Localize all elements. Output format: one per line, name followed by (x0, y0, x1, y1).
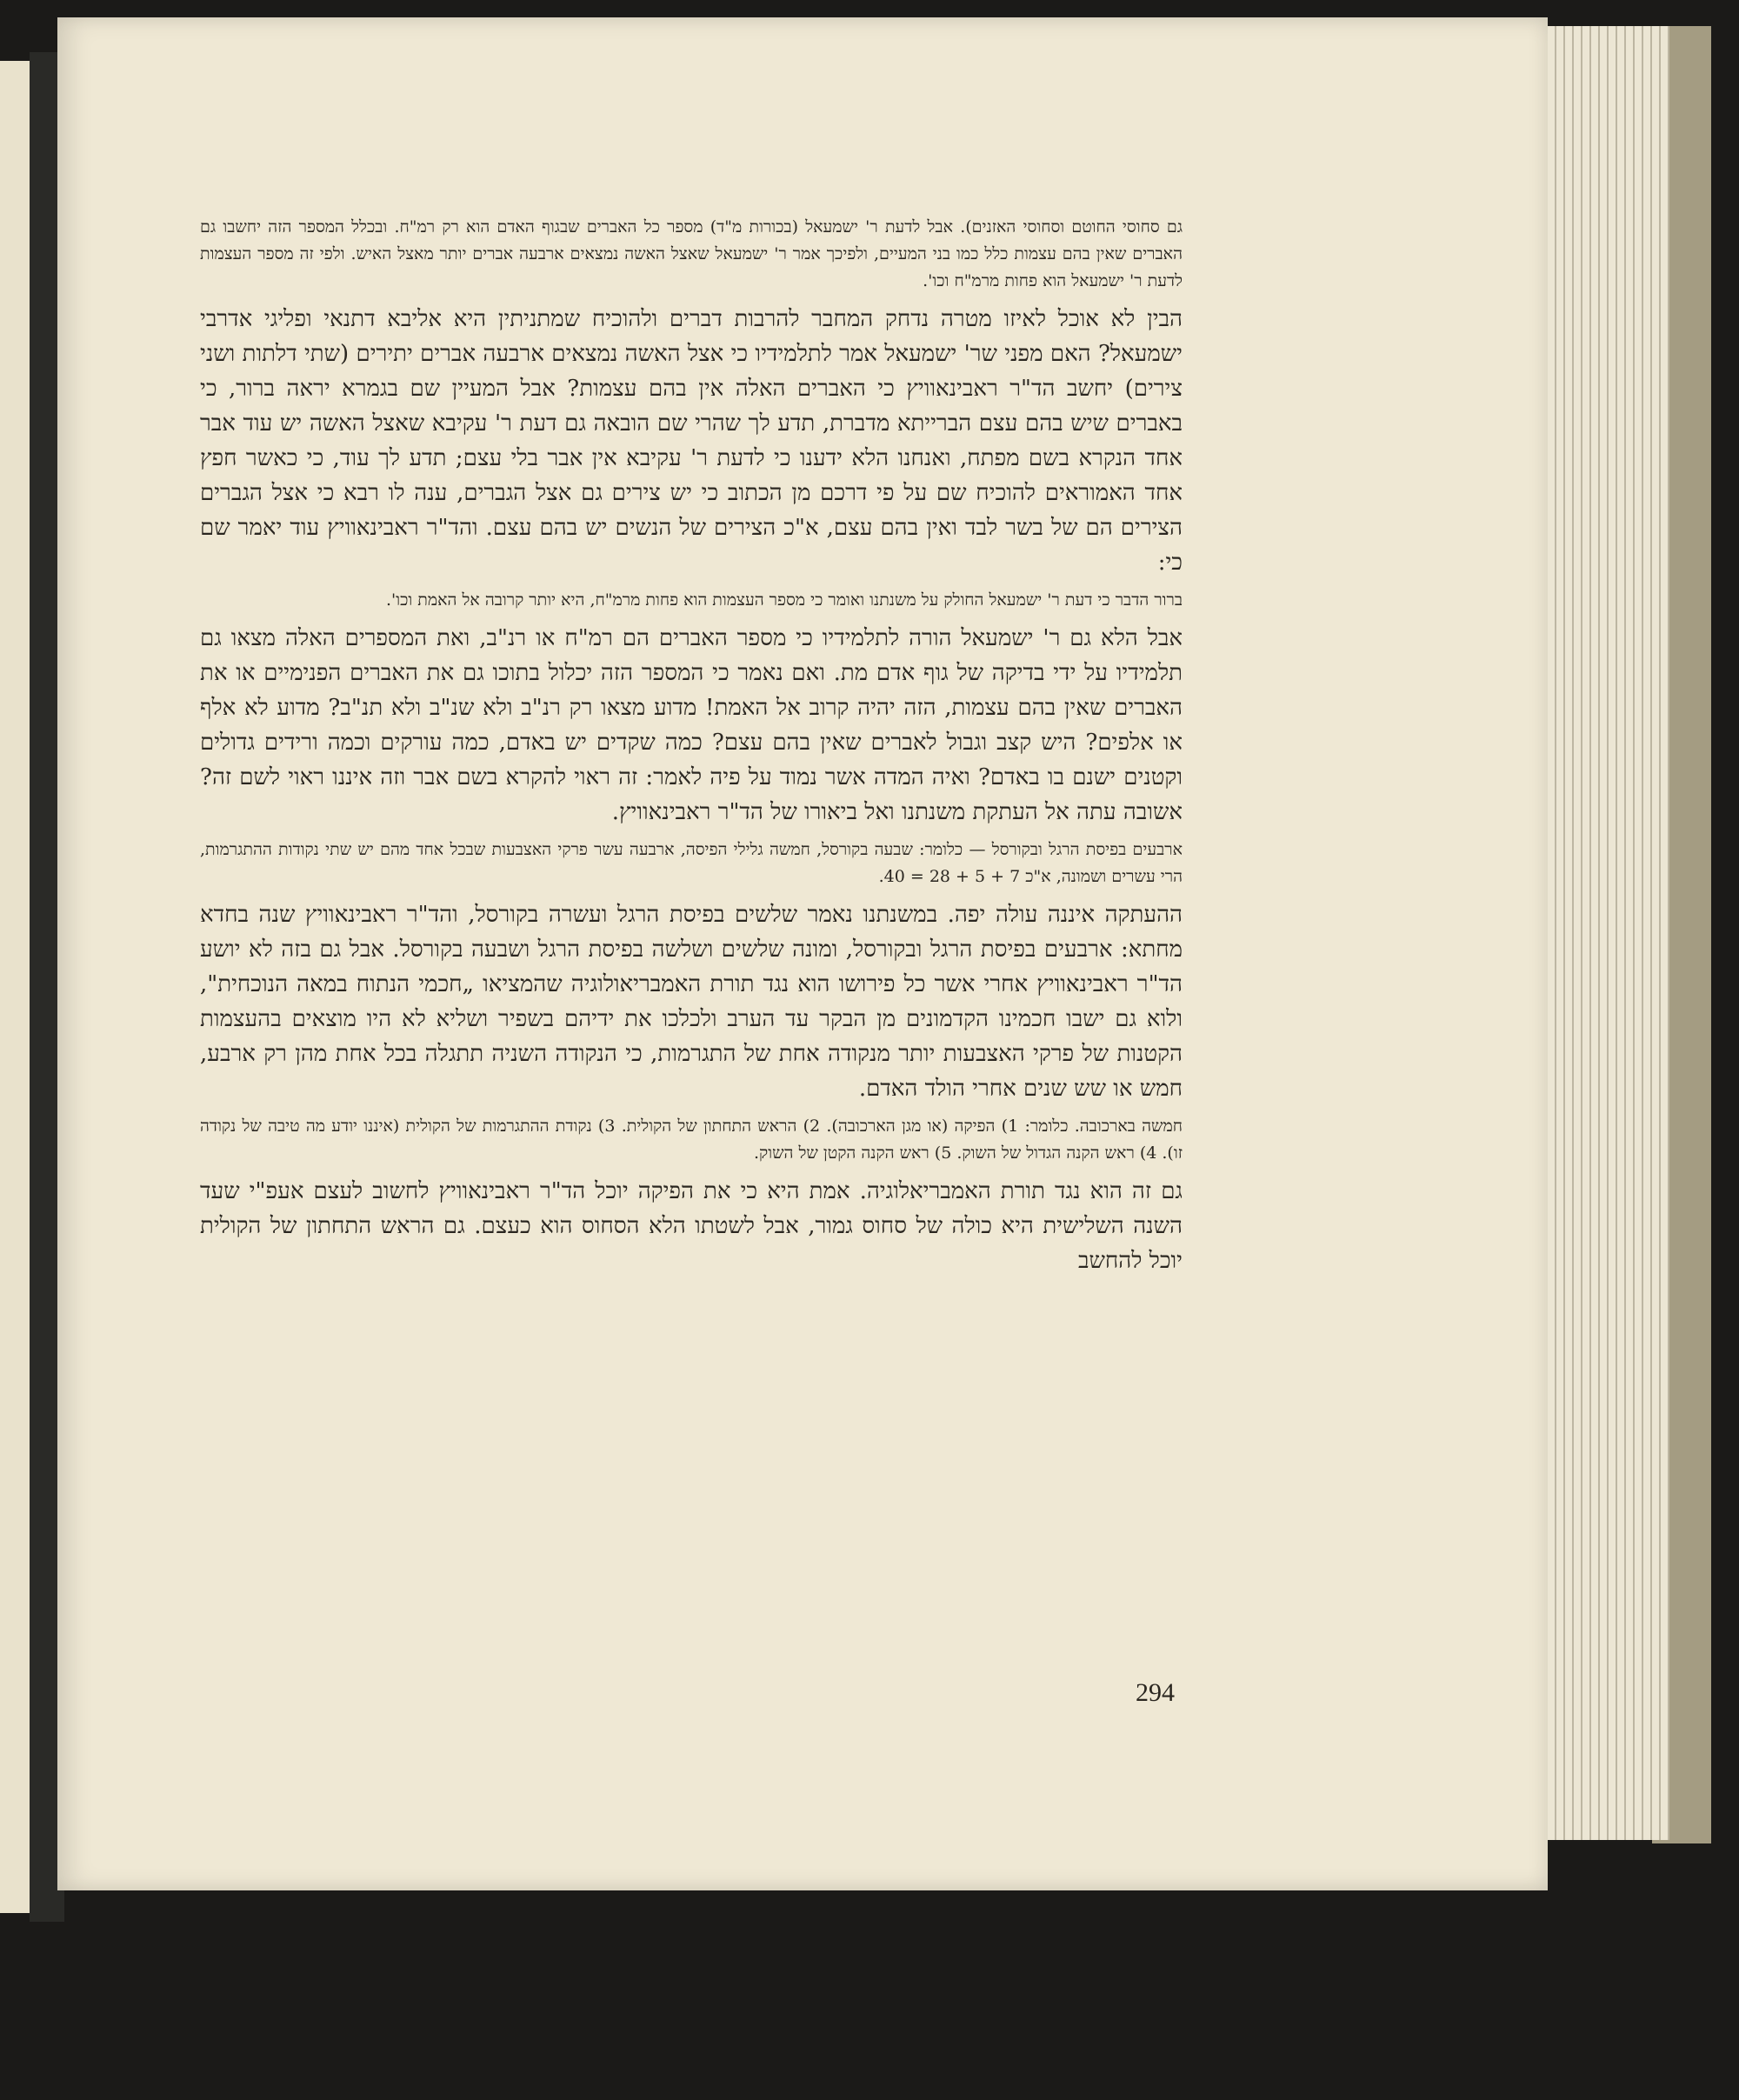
footnote-continuation: גם סחוסי החוטם וסחוסי האזנים). אבל לדעת ר' ישמעאל (בכורות מ"ד) מספר כל האברים שבגוף האדם הוא רק רמ"ח. ובכלל המספר הזה יחשבו גם האברים שאין בהם עצמות כלל כמו בני המעיים, ולפיכך אמר ר' ישמעאל שאצל האשה נמצאים ארבעה אברים יותר מאצל האיש. ולפי זה מספר העצמות לדעת ר' ישמעאל הוא פחות מרמ"ח וכו'. (200, 217, 1183, 290)
body-paragraph: גם זה הוא נגד תורת האמבריאלוגיה. אמת היא כי את הפיקה יוכל הד"ר ראבינאוויץ לחשוב לעצם אעפ"י שעד השנה השלישית היא כולה של סחוס גמור, אבל לשטתו הלא הסחוס הוא כעצם. גם הראש התחתון של הקולית יוכל להחשב (200, 1178, 1183, 1274)
body-paragraph: אבל הלא גם ר' ישמעאל הורה לתלמידיו כי מספר האברים הם רמ"ח או רנ"ב, ואת המספרים האלה מצאו גם תלמידיו על ידי בדיקה של גוף אדם מת. ואם נאמר כי המספר הזה יכלול בתוכו גם את האברים הפנימיים או את האברים שאין בהם עצמות, הזה יהיה קרוב אל האמת! מדוע מצאו רק רנ"ב ולא שנ"ב ולא תנ"ב? מדוע לא אלף או אלפים? היש קצב וגבול לאברים שאין בהם עצם? כמה שקדים יש באדם, כמה עורקים וכמה ורידים גדולים וקטנים ישנם בו באדם? ואיה המדה אשר נמוד על פיה לאמר: זה ראוי להקרא בשם אבר וזה איננו ראוי לשם זה? אשובה עתה אל העתקת משנתנו ואל ביאורו של הד"ר ראבינאוויץ. (200, 625, 1183, 825)
quoted-footnote: ארבעים בפיסת הרגל ובקורסל — כלומר: שבעה בקורסל, חמשה גלילי הפיסה, ארבעה עשר פרקי האצבעות שבכל אחד מהם יש שתי נקודות ההתגרמות, הרי עשרים ושמונה, א"כ 7 + 5 + 28 = 40. (200, 840, 1183, 886)
text-column (200, 214, 1183, 1283)
page-number: 294 (1136, 1678, 1175, 1707)
body-paragraph: הבין לא אוכל לאיזו מטרה נדחק המחבר להרבות דברים ולהוכיח שמתניתין היא אליבא דתנאי ופליגי אדרבי ישמעאל? האם מפני שר' ישמעאל אמר לתלמידיו כי אצל האשה נמצאים ארבעה אברים יתירים (שתי דלתות ושני צירים) יחשב הד"ר ראבינאוויץ כי האברים האלה אין בהם עצמות? אבל המעיין שם בגמרא יראה ברור, כי באברים שיש בהם עצם הברייתא מדברת, תדע לך שהרי שם הובאה גם דעת ר' עקיבא שאצל האשה יש עוד אבר אחד הנקרא בשם מפתח, ואנחנו הלא ידענו כי לדעת ר' עקיבא אין אבר בלי עצם; תדע לך עוד, כי כאשר חפץ אחד האמוראים להוכיח שם על פי דרכם מן הכתוב כי יש צירים גם אצל הגברים, ענה לו רבא כי אצל הגברים הצירים הם של בשר לבד ואין בהם עצם, א"כ הצירים של הנשים יש בהם עצם. והד"ר ראבינאוויץ עוד יאמר שם כי: (200, 306, 1183, 576)
quoted-footnote: ברור הדבר כי דעת ר' ישמעאל החולק על משנתנו ואומר כי מספר העצמות הוא פחות מרמ"ח, היא יותר קרובה אל האמת וכו'. (385, 590, 1183, 610)
body-paragraph: ההעתקה איננה עולה יפה. במשנתנו נאמר שלשים בפיסת הרגל ועשרה בקורסל, והד"ר ראבינאוויץ שנה בחדא מחתא: ארבעים בפיסת הרגל ובקורסל, ומונה שלשים ושלשה בפיסת הרגל ושבעה בקורסל. אבל גם בזה לא יושע הד"ר ראבינאוויץ אחרי אשר כל פירושו הוא נגד תורת האמבריאולוגיה שהמציאו „חכמי הנתוח במאה הנוכחית", ולוא גם ישבו חכמינו הקדמונים מן הבקר עד הערב ולכלכו את ידיהם בשפיר ושליא לא היו מוצאים בהעצמות הקטנות של פרקי האצבעות יותר מנקודה אחת של התגרמות, כי הנקודה השניה תתגלה בכל אחת מהן רק ארבע, חמש או שש שנים אחרי הולד האדם. (200, 902, 1183, 1102)
book-page (57, 17, 1548, 1890)
quoted-footnote: חמשה בארכובה. כלומר: 1) הפיקה (או מגן הארכובה). 2) הראש התחתון של הקולית. 3) נקודת ההתגרמות של הקולית (איננו יודע מה טיבה של נקודה זו). 4) ראש הקנה הגדול של השוק. 5) ראש הקנה הקטן של השוק. (200, 1117, 1183, 1163)
